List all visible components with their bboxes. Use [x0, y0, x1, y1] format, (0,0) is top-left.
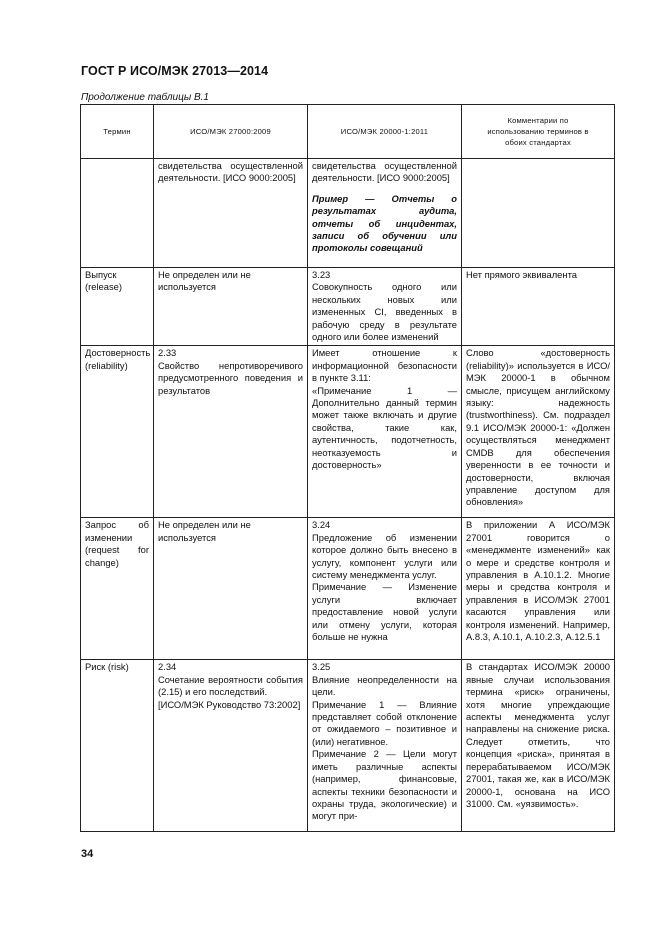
cell-comments: В стандартах ИСО/МЭК 20000 явные случаи использования термина «риск» ограничены, хотя многие упреждающие аспекты менеджмента услуг направлены на снижение риска. Следует отметить, что концепция «риска», принятая в перерабатываемом ИСО/МЭК 27001, такая же, как в ИСО/МЭК 20000-1, основана на ИСО 31000. См. «уязвимость». [462, 660, 615, 832]
iso27000-text: Сочетание вероятности события (2.15) и его последствий. [158, 673, 303, 698]
header-term: Термин [81, 105, 154, 159]
cell-iso20000 [308, 660, 462, 832]
cell-iso20000 [308, 518, 462, 660]
clause-number: 3.23 [312, 269, 331, 280]
header-iso27000: ИСО/МЭК 27000:2009 [154, 105, 308, 159]
iso20000-note: Примечание — Изменение услуги включает предоставление новой услуги или отмену услуги, которая больше не нужна [312, 581, 457, 643]
iso27000-reference: [ИСО/МЭК Руководство 73:2002] [158, 698, 301, 710]
cell-term: Выпуск (release) [81, 268, 154, 346]
cell-term [81, 159, 154, 268]
cell-comments [462, 159, 615, 268]
iso20000-text: свидетельства осуществленной деятельности. [ИСО 9000:2005] [312, 160, 457, 184]
iso20000-note: Примечание 2 — Цели могут иметь различные аспекты (например, финансовые, аспекты техники безопасности и охраны труда, экологические) и могут при- [312, 748, 457, 822]
iso20000-text: Совокупность одного или нескольких новых или измененных CI, введенных в рабочую среду в результате одного или более изменений [312, 281, 457, 343]
table-header-row [81, 105, 615, 159]
header-iso20000: ИСО/МЭК 20000-1:2011 [308, 105, 462, 159]
cell-term: Достоверность (reliability) [81, 346, 154, 518]
table-caption: Продолжение таблицы В.1 [81, 92, 209, 103]
cell-iso20000 [308, 159, 462, 268]
cell-iso27000 [154, 346, 308, 518]
table-row [81, 660, 615, 832]
clause-number: 3.25 [312, 661, 331, 673]
iso20000-text: Влияние неопределенности на цели. [312, 673, 457, 698]
table-row [81, 159, 615, 268]
cell-iso27000: Не определен или не используется [154, 268, 308, 346]
clause-number: 2.33 [158, 347, 177, 359]
cell-iso27000 [154, 660, 308, 832]
clause-number: 3.24 [312, 519, 331, 531]
iso20000-text: Имеет отношение к информационной безопасности в пункте 3.11: [312, 347, 457, 384]
table-row [81, 268, 615, 346]
cell-comments: Нет прямого эквивалента [462, 268, 615, 346]
table-row [81, 518, 615, 660]
iso20000-note: «Примечание 1 — Дополнительно данный термин может также включать и другие свойства, такие как, аутентичность, подотчетность, неотказуемость и достоверность» [312, 384, 457, 471]
iso20000-example: Пример — Отчеты о результатах аудита, отчеты об инцидентах, записи об обучении или протоколы совещаний [312, 192, 457, 254]
cell-term: Запрос об изменении (request for change) [81, 518, 154, 660]
table-row [81, 346, 615, 518]
cell-iso27000: Не определен или не используется [154, 518, 308, 660]
iso20000-note: Примечание 1 — Влияние представляет собой отклонение от ожидаемого – позитивное и (или) негативное. [312, 698, 457, 747]
cell-term: Риск (risk) [81, 660, 154, 832]
iso27000-text: Свойство непротиворечивого предусмотренного поведения и результатов [158, 359, 303, 396]
document-title: ГОСТ Р ИСО/МЭК 27013—2014 [81, 64, 269, 78]
cell-comments: Слово «достоверность (reliability)» используется в ИСО/МЭК 20000-1 в обычном смысле, присущем английскому языку: надежность (trustworthiness). См. подраздел 9.1 ИСО/МЭК 20000-1: «Должен осуществляться менеджмент CMDB для обеспечения уверенности в ее точности и достоверности, включая управление доступом для обновления» [462, 346, 615, 518]
iso20000-text: Предложение об изменении которое должно быть внесено в услугу, компонент услуги или систему менеджмента услуг. [312, 531, 457, 581]
cell-comments: В приложении А ИСО/МЭК 27001 говорится о «менеджменте изменений» как о мере и средстве контроля и управления в А.10.1.2. Многие меры и средства контроля и управления в ИСО/МЭК 27001 касаются управления или контроля изменений. Например, А.8.3, А.10.1, А.10.2.3, А.12.5.1 [462, 518, 615, 660]
cell-iso27000: свидетельства осуществленной деятельности. [ИСО 9000:2005] [154, 159, 308, 268]
clause-number: 2.34 [158, 661, 177, 673]
header-comments: Комментарии по использованию терминов в обоих стандартах [462, 105, 615, 159]
page-number: 34 [81, 848, 94, 860]
cell-iso20000 [308, 346, 462, 518]
cell-iso20000 [308, 268, 462, 346]
terms-comparison-table [80, 104, 615, 832]
